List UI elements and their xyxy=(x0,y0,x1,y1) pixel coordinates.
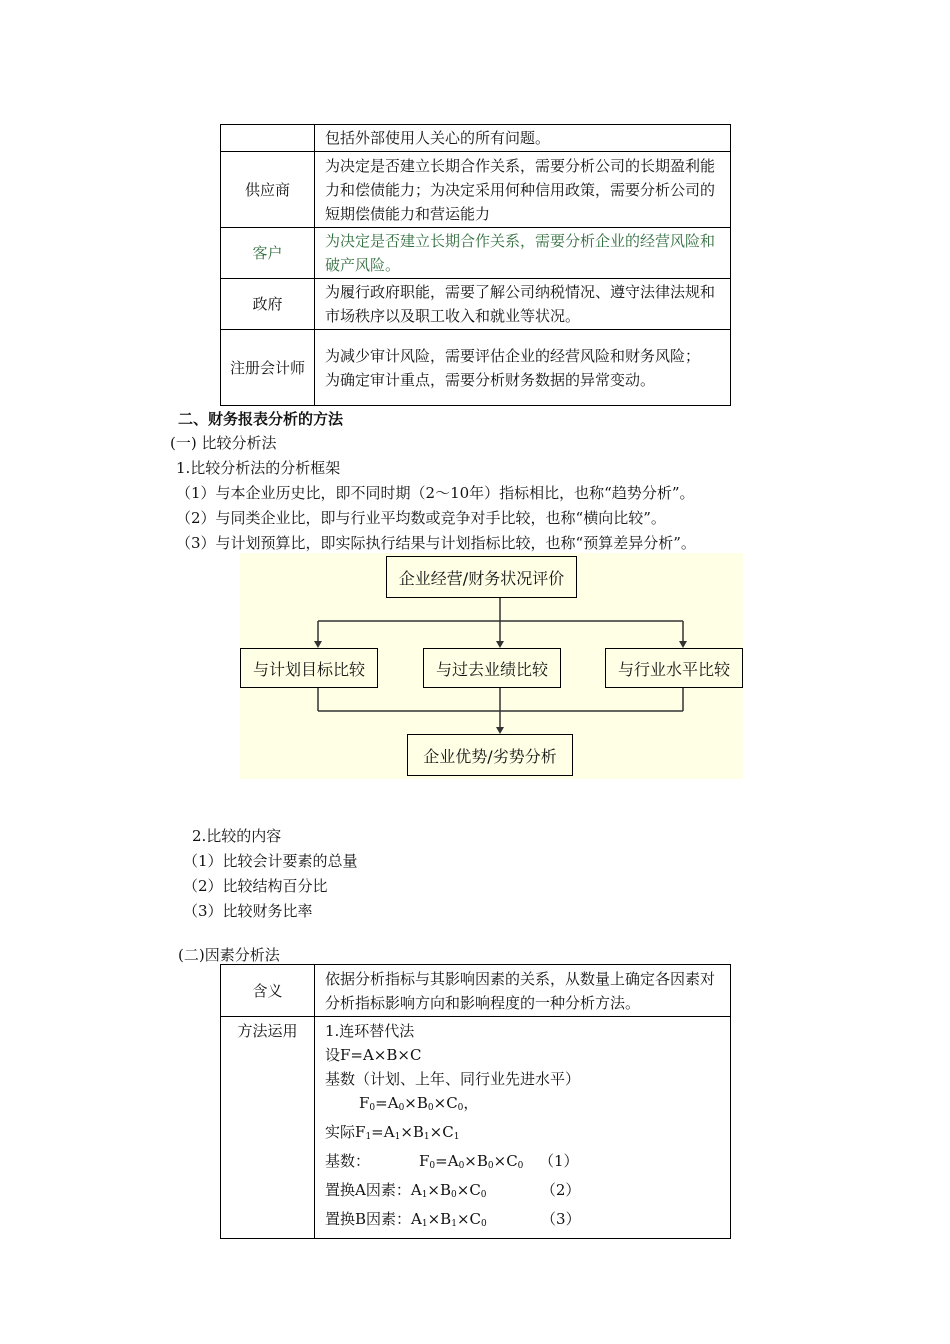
method-title: 1.连环替代法 xyxy=(325,1022,415,1040)
role-cell: 供应商 xyxy=(221,152,315,228)
past-comparison-box: 与过去业绩比较 xyxy=(423,648,561,688)
table-row xyxy=(221,1017,731,1239)
list-item: （2）比较结构百分比 xyxy=(183,877,328,895)
table-row xyxy=(221,330,731,406)
desc-cell: 为决定是否建立长期合作关系，需要分析企业的经营风险和破产风险。 xyxy=(315,228,731,279)
base-label: 基数（计划、上年、同行业先进水平） xyxy=(325,1070,581,1088)
role-cell: 注册会计师 xyxy=(221,330,315,406)
desc-cell xyxy=(315,330,731,406)
list-item: （2）与同类企业比，即与行业平均数或竞争对手比较，也称“横向比较”。 xyxy=(176,509,666,527)
desc-line: 为确定审计重点，需要分析财务数据的异常变动。 xyxy=(325,370,656,389)
role-cell: 政府 xyxy=(221,279,315,330)
desc-cell: 包括外部使用人关心的所有问题。 xyxy=(315,125,731,152)
role-cell: 客户 xyxy=(221,228,315,279)
step-label: 置换A因素： xyxy=(325,1181,411,1199)
step-label: 置换B因素： xyxy=(325,1210,412,1228)
formula-step-3: 置换B因素：$A_1\times B_1\times C_0$ （3） xyxy=(325,1210,581,1229)
step-number: （2） xyxy=(540,1181,581,1199)
list-item: （3）比较财务比率 xyxy=(183,902,313,920)
method-cell xyxy=(315,1017,731,1239)
step-label: 基数： xyxy=(325,1152,371,1170)
meaning-label: 含义 xyxy=(221,965,315,1017)
actual-prefix: 实际 xyxy=(325,1123,356,1141)
table-row xyxy=(221,228,731,279)
desc-cell: 为履行政府职能，需要了解公司纳税情况、遵守法律法规和市场秩序以及职工收入和就业等状况。 xyxy=(315,279,731,330)
formula-actual: 实际$F_1=A_1\times B_1\times C_1$ xyxy=(325,1123,460,1142)
plan-comparison-box: 与计划目标比较 xyxy=(240,648,378,688)
formula-step-1: 基数： $F_0=A_0\times B_0\times C_0$ （1） xyxy=(325,1149,724,1178)
table-row xyxy=(221,279,731,330)
meaning-text: 依据分析指标与其影响因素的关系，从数量上确定各因素对分析指标影响方向和影响程度的一种分析方法。 xyxy=(315,965,731,1017)
formula-step-2: 置换A因素：$A_1\times B_0\times C_0$ （2） xyxy=(325,1181,581,1200)
section-title: 二、财务报表分析的方法 xyxy=(178,410,344,428)
list-item: （3）与计划预算比，即实际执行结果与计划指标比较，也称“预算差异分析”。 xyxy=(176,534,696,552)
industry-comparison-box: 与行业水平比较 xyxy=(605,648,743,688)
evaluation-box: 企业经营/财务状况评价 xyxy=(386,556,577,598)
table-row xyxy=(221,965,731,1017)
swot-box: 企业优势/劣势分析 xyxy=(407,734,573,776)
step-number: （3） xyxy=(541,1210,581,1228)
method-label: 方法运用 xyxy=(221,1017,315,1239)
list-item: （1）与本企业历史比，即不同时期（2～10年）指标相比，也称“趋势分析”。 xyxy=(176,484,695,502)
user-needs-table xyxy=(220,124,731,406)
table-row xyxy=(221,152,731,228)
subsection-title: (一) 比较分析法 xyxy=(170,434,277,452)
formula-base: $F_0=A_0\times B_0\times C_0$， xyxy=(359,1094,479,1113)
desc-line: 为减少审计风险，需要评估企业的经营风险和财务风险； xyxy=(325,346,701,365)
formula-set: 设F=A×B×C xyxy=(325,1046,422,1064)
framework-title: 1.比较分析法的分析框架 xyxy=(176,459,341,477)
factor-analysis-table xyxy=(220,964,731,1239)
list-item: （1）比较会计要素的总量 xyxy=(183,852,358,870)
desc-cell: 为决定是否建立长期合作关系，需要分析公司的长期盈利能力和偿债能力；为决定采用何种信用政策，需要分析公司的短期偿债能力和营运能力 xyxy=(315,152,731,228)
comparison-framework-diagram xyxy=(240,553,743,779)
table-row xyxy=(221,125,731,152)
step-number: （1） xyxy=(539,1152,579,1170)
role-cell xyxy=(221,125,315,152)
content-title: 2.比较的内容 xyxy=(192,827,282,845)
subsection-title: (二)因素分析法 xyxy=(178,946,280,964)
